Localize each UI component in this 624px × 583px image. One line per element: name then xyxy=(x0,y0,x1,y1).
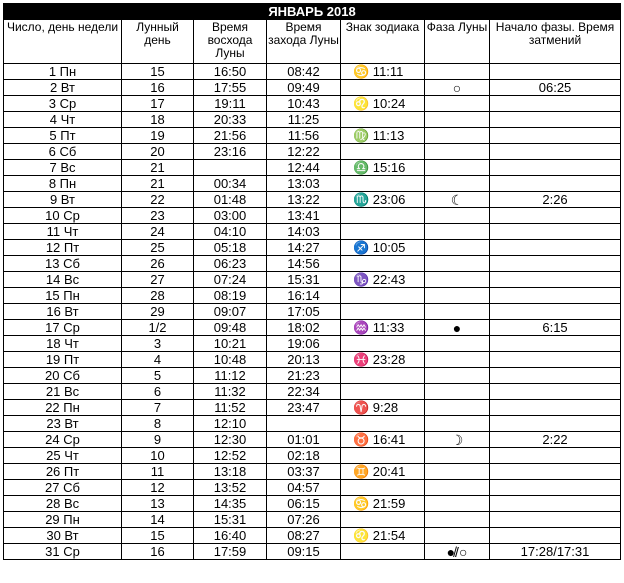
cell-moonrise: 16:50 xyxy=(194,64,267,80)
cell-lunar-day: 19 xyxy=(122,128,194,144)
cell-moonset: 01:01 xyxy=(267,432,341,448)
cell-phase-time xyxy=(490,304,621,320)
cell-moonrise: 07:24 xyxy=(194,272,267,288)
table-row xyxy=(4,176,621,192)
cell-lunar-day: 26 xyxy=(122,256,194,272)
table-row xyxy=(4,224,621,240)
cell-moonrise: 20:33 xyxy=(194,112,267,128)
table-row xyxy=(4,496,621,512)
table-row xyxy=(4,256,621,272)
header-date: Число, день недели xyxy=(4,20,122,64)
cell-lunar-day: 20 xyxy=(122,144,194,160)
cell-zodiac-sign: ♒ 11:33 xyxy=(341,320,425,336)
cell-moon-phase xyxy=(425,480,490,496)
table-row xyxy=(4,80,621,96)
table-row xyxy=(4,512,621,528)
cell-moonset: 14:03 xyxy=(267,224,341,240)
header-moonset: Время захода Луны xyxy=(267,20,341,64)
cell-moon-phase xyxy=(425,272,490,288)
cell-moonset: 14:56 xyxy=(267,256,341,272)
cell-phase-time xyxy=(490,144,621,160)
cell-moonrise: 12:10 xyxy=(194,416,267,432)
cell-moonrise: 14:35 xyxy=(194,496,267,512)
cell-phase-time xyxy=(490,496,621,512)
cell-zodiac-sign xyxy=(341,224,425,240)
cell-lunar-day: 23 xyxy=(122,208,194,224)
table-row xyxy=(4,128,621,144)
cell-date: 23 Вт xyxy=(4,416,122,432)
table-row xyxy=(4,304,621,320)
cell-moonrise: 11:12 xyxy=(194,368,267,384)
cell-date: 11 Чт xyxy=(4,224,122,240)
cell-moonset: 04:57 xyxy=(267,480,341,496)
cell-moon-phase xyxy=(425,400,490,416)
cell-zodiac-sign xyxy=(341,144,425,160)
cell-moonset: 18:02 xyxy=(267,320,341,336)
cell-moonset: 22:34 xyxy=(267,384,341,400)
cell-lunar-day: 21 xyxy=(122,160,194,176)
cell-moonrise: 01:48 xyxy=(194,192,267,208)
cell-moonset: 19:06 xyxy=(267,336,341,352)
cell-moonrise: 06:23 xyxy=(194,256,267,272)
cell-moonrise: 12:52 xyxy=(194,448,267,464)
table-row xyxy=(4,448,621,464)
cell-date: 25 Чт xyxy=(4,448,122,464)
cell-phase-time xyxy=(490,352,621,368)
cell-lunar-day: 7 xyxy=(122,400,194,416)
cell-phase-time xyxy=(490,160,621,176)
cell-lunar-day: 16 xyxy=(122,80,194,96)
cell-moonset: 12:22 xyxy=(267,144,341,160)
cell-lunar-day: 27 xyxy=(122,272,194,288)
table-row xyxy=(4,384,621,400)
cell-date: 14 Вс xyxy=(4,272,122,288)
moon-calendar-table xyxy=(3,3,621,560)
cell-moon-phase xyxy=(425,224,490,240)
cell-moon-phase xyxy=(425,528,490,544)
cell-moonrise: 00:34 xyxy=(194,176,267,192)
cell-phase-time xyxy=(490,416,621,432)
cell-zodiac-sign xyxy=(341,288,425,304)
cell-moonset: 08:42 xyxy=(267,64,341,80)
cell-moon-phase: ☾ xyxy=(425,192,490,208)
cell-moon-phase xyxy=(425,336,490,352)
table-body xyxy=(4,64,621,560)
cell-moonrise: 12:30 xyxy=(194,432,267,448)
cell-zodiac-sign xyxy=(341,304,425,320)
cell-date: 1 Пн xyxy=(4,64,122,80)
cell-lunar-day: 11 xyxy=(122,464,194,480)
cell-moon-phase xyxy=(425,416,490,432)
cell-lunar-day: 3 xyxy=(122,336,194,352)
cell-date: 28 Вс xyxy=(4,496,122,512)
cell-phase-time: 6:15 xyxy=(490,320,621,336)
cell-lunar-day: 10 xyxy=(122,448,194,464)
cell-date: 17 Ср xyxy=(4,320,122,336)
table-row xyxy=(4,320,621,336)
cell-moonrise: 23:16 xyxy=(194,144,267,160)
cell-date: 16 Вт xyxy=(4,304,122,320)
table-title: ЯНВАРЬ 2018 xyxy=(4,4,621,20)
header-lunar-day: Лунный день xyxy=(122,20,194,64)
cell-moon-phase xyxy=(425,144,490,160)
cell-phase-time: 06:25 xyxy=(490,80,621,96)
cell-zodiac-sign: ♊ 20:41 xyxy=(341,464,425,480)
cell-phase-time: 17:28/17:31 xyxy=(490,544,621,560)
table-row xyxy=(4,208,621,224)
cell-moonset: 08:27 xyxy=(267,528,341,544)
cell-moonrise: 10:48 xyxy=(194,352,267,368)
cell-moonset: 14:27 xyxy=(267,240,341,256)
cell-lunar-day: 15 xyxy=(122,528,194,544)
cell-zodiac-sign xyxy=(341,544,425,560)
cell-lunar-day: 5 xyxy=(122,368,194,384)
cell-moonrise: 15:31 xyxy=(194,512,267,528)
cell-phase-time xyxy=(490,512,621,528)
cell-date: 26 Пт xyxy=(4,464,122,480)
cell-lunar-day: 4 xyxy=(122,352,194,368)
cell-phase-time xyxy=(490,176,621,192)
cell-date: 18 Чт xyxy=(4,336,122,352)
cell-zodiac-sign xyxy=(341,480,425,496)
cell-phase-time xyxy=(490,240,621,256)
cell-moon-phase: ○ xyxy=(425,80,490,96)
cell-moonrise: 11:32 xyxy=(194,384,267,400)
cell-moon-phase xyxy=(425,512,490,528)
table-row xyxy=(4,288,621,304)
cell-zodiac-sign: ♎ 15:16 xyxy=(341,160,425,176)
cell-moon-phase: ●̸/○ xyxy=(425,544,490,560)
cell-lunar-day: 13 xyxy=(122,496,194,512)
cell-moon-phase xyxy=(425,496,490,512)
cell-date: 20 Сб xyxy=(4,368,122,384)
cell-moonrise: 09:07 xyxy=(194,304,267,320)
cell-lunar-day: 8 xyxy=(122,416,194,432)
table-row xyxy=(4,96,621,112)
cell-phase-time xyxy=(490,336,621,352)
cell-zodiac-sign: ♏ 23:06 xyxy=(341,192,425,208)
cell-phase-time xyxy=(490,384,621,400)
cell-phase-time xyxy=(490,256,621,272)
cell-phase-time xyxy=(490,368,621,384)
table-row xyxy=(4,160,621,176)
cell-moonset: 21:23 xyxy=(267,368,341,384)
header-moonrise: Время восхода Луны xyxy=(194,20,267,64)
cell-date: 9 Вт xyxy=(4,192,122,208)
table-row xyxy=(4,368,621,384)
cell-phase-time: 2:26 xyxy=(490,192,621,208)
cell-moon-phase: ☽ xyxy=(425,432,490,448)
cell-moonset: 13:41 xyxy=(267,208,341,224)
cell-moonset: 17:05 xyxy=(267,304,341,320)
header-phase-time: Начало фазы. Время затмений xyxy=(490,20,621,64)
cell-zodiac-sign xyxy=(341,80,425,96)
cell-moonset: 13:22 xyxy=(267,192,341,208)
cell-moon-phase xyxy=(425,64,490,80)
cell-lunar-day: 6 xyxy=(122,384,194,400)
cell-phase-time: 2:22 xyxy=(490,432,621,448)
cell-moonset: 15:31 xyxy=(267,272,341,288)
cell-lunar-day: 29 xyxy=(122,304,194,320)
cell-lunar-day: 1/2 xyxy=(122,320,194,336)
cell-moon-phase xyxy=(425,176,490,192)
cell-moonrise: 17:59 xyxy=(194,544,267,560)
cell-phase-time xyxy=(490,480,621,496)
cell-moon-phase xyxy=(425,96,490,112)
cell-moonset: 09:49 xyxy=(267,80,341,96)
cell-moonrise: 13:52 xyxy=(194,480,267,496)
cell-phase-time xyxy=(490,224,621,240)
cell-date: 7 Вс xyxy=(4,160,122,176)
cell-zodiac-sign: ♌ 10:24 xyxy=(341,96,425,112)
cell-moonrise: 16:40 xyxy=(194,528,267,544)
cell-date: 29 Пн xyxy=(4,512,122,528)
table-row xyxy=(4,336,621,352)
cell-zodiac-sign xyxy=(341,336,425,352)
cell-moonrise: 05:18 xyxy=(194,240,267,256)
cell-moonset: 07:26 xyxy=(267,512,341,528)
cell-phase-time xyxy=(490,112,621,128)
cell-moonrise: 11:52 xyxy=(194,400,267,416)
cell-zodiac-sign: ♉ 16:41 xyxy=(341,432,425,448)
cell-lunar-day: 24 xyxy=(122,224,194,240)
table-row xyxy=(4,400,621,416)
cell-date: 19 Пт xyxy=(4,352,122,368)
cell-zodiac-sign: ♈ 9:28 xyxy=(341,400,425,416)
cell-moonset: 09:15 xyxy=(267,544,341,560)
cell-moon-phase xyxy=(425,448,490,464)
table-row xyxy=(4,64,621,80)
cell-date: 8 Пн xyxy=(4,176,122,192)
cell-date: 6 Сб xyxy=(4,144,122,160)
cell-date: 30 Вт xyxy=(4,528,122,544)
cell-date: 4 Чт xyxy=(4,112,122,128)
cell-zodiac-sign: ♍ 11:13 xyxy=(341,128,425,144)
cell-zodiac-sign: ♑ 22:43 xyxy=(341,272,425,288)
cell-lunar-day: 22 xyxy=(122,192,194,208)
table-row xyxy=(4,464,621,480)
cell-moonset: 11:56 xyxy=(267,128,341,144)
cell-lunar-day: 28 xyxy=(122,288,194,304)
cell-moon-phase xyxy=(425,128,490,144)
cell-moonset: 16:14 xyxy=(267,288,341,304)
table-row xyxy=(4,240,621,256)
cell-moonrise: 09:48 xyxy=(194,320,267,336)
cell-lunar-day: 25 xyxy=(122,240,194,256)
cell-moonrise: 21:56 xyxy=(194,128,267,144)
cell-date: 5 Пт xyxy=(4,128,122,144)
cell-zodiac-sign xyxy=(341,368,425,384)
cell-date: 3 Ср xyxy=(4,96,122,112)
table-row xyxy=(4,416,621,432)
cell-moonrise: 17:55 xyxy=(194,80,267,96)
cell-lunar-day: 17 xyxy=(122,96,194,112)
cell-moon-phase xyxy=(425,384,490,400)
table-row xyxy=(4,352,621,368)
cell-phase-time xyxy=(490,464,621,480)
cell-zodiac-sign xyxy=(341,256,425,272)
cell-moonrise: 19:11 xyxy=(194,96,267,112)
cell-phase-time xyxy=(490,64,621,80)
table-row xyxy=(4,192,621,208)
cell-lunar-day: 16 xyxy=(122,544,194,560)
cell-zodiac-sign xyxy=(341,208,425,224)
cell-moonrise: 04:10 xyxy=(194,224,267,240)
cell-date: 22 Пн xyxy=(4,400,122,416)
cell-phase-time xyxy=(490,400,621,416)
cell-zodiac-sign: ♋ 21:59 xyxy=(341,496,425,512)
table-row xyxy=(4,112,621,128)
cell-zodiac-sign xyxy=(341,448,425,464)
cell-moon-phase xyxy=(425,240,490,256)
cell-moonset: 02:18 xyxy=(267,448,341,464)
cell-date: 21 Вс xyxy=(4,384,122,400)
cell-lunar-day: 14 xyxy=(122,512,194,528)
cell-lunar-day: 12 xyxy=(122,480,194,496)
cell-moonset: 12:44 xyxy=(267,160,341,176)
cell-moonset: 10:43 xyxy=(267,96,341,112)
cell-lunar-day: 21 xyxy=(122,176,194,192)
cell-moonset: 13:03 xyxy=(267,176,341,192)
cell-moonrise: 10:21 xyxy=(194,336,267,352)
cell-zodiac-sign xyxy=(341,512,425,528)
cell-moonset: 20:13 xyxy=(267,352,341,368)
cell-zodiac-sign xyxy=(341,176,425,192)
cell-date: 27 Сб xyxy=(4,480,122,496)
cell-moon-phase xyxy=(425,112,490,128)
cell-moonset: 03:37 xyxy=(267,464,341,480)
cell-date: 10 Ср xyxy=(4,208,122,224)
cell-phase-time xyxy=(490,208,621,224)
cell-moonrise: 13:18 xyxy=(194,464,267,480)
cell-moon-phase xyxy=(425,256,490,272)
cell-date: 12 Пт xyxy=(4,240,122,256)
cell-moonset: 06:15 xyxy=(267,496,341,512)
cell-moonset xyxy=(267,416,341,432)
cell-date: 24 Ср xyxy=(4,432,122,448)
cell-zodiac-sign: ♌ 21:54 xyxy=(341,528,425,544)
cell-lunar-day: 18 xyxy=(122,112,194,128)
table-row xyxy=(4,480,621,496)
cell-zodiac-sign: ♋ 11:11 xyxy=(341,64,425,80)
cell-zodiac-sign: ♓ 23:28 xyxy=(341,352,425,368)
cell-date: 15 Пн xyxy=(4,288,122,304)
cell-lunar-day: 15 xyxy=(122,64,194,80)
table-row xyxy=(4,528,621,544)
cell-date: 31 Ср xyxy=(4,544,122,560)
cell-moonrise xyxy=(194,160,267,176)
cell-phase-time xyxy=(490,528,621,544)
table-row xyxy=(4,272,621,288)
cell-date: 2 Вт xyxy=(4,80,122,96)
table-row xyxy=(4,544,621,560)
table-row xyxy=(4,432,621,448)
cell-phase-time xyxy=(490,448,621,464)
cell-moon-phase xyxy=(425,288,490,304)
cell-moon-phase xyxy=(425,352,490,368)
cell-moonrise: 08:19 xyxy=(194,288,267,304)
cell-zodiac-sign xyxy=(341,384,425,400)
cell-phase-time xyxy=(490,272,621,288)
cell-zodiac-sign xyxy=(341,416,425,432)
header-phase: Фаза Луны xyxy=(425,20,490,64)
cell-lunar-day: 9 xyxy=(122,432,194,448)
cell-moon-phase xyxy=(425,208,490,224)
cell-moonset: 11:25 xyxy=(267,112,341,128)
cell-moon-phase: ● xyxy=(425,320,490,336)
cell-moon-phase xyxy=(425,368,490,384)
cell-phase-time xyxy=(490,128,621,144)
cell-date: 13 Сб xyxy=(4,256,122,272)
cell-moonrise: 03:00 xyxy=(194,208,267,224)
cell-zodiac-sign: ♐ 10:05 xyxy=(341,240,425,256)
cell-phase-time xyxy=(490,288,621,304)
cell-moon-phase xyxy=(425,160,490,176)
table-row xyxy=(4,144,621,160)
cell-moon-phase xyxy=(425,464,490,480)
cell-phase-time xyxy=(490,96,621,112)
cell-zodiac-sign xyxy=(341,112,425,128)
cell-moon-phase xyxy=(425,304,490,320)
header-zodiac: Знак зодиака xyxy=(341,20,425,64)
cell-moonset: 23:47 xyxy=(267,400,341,416)
